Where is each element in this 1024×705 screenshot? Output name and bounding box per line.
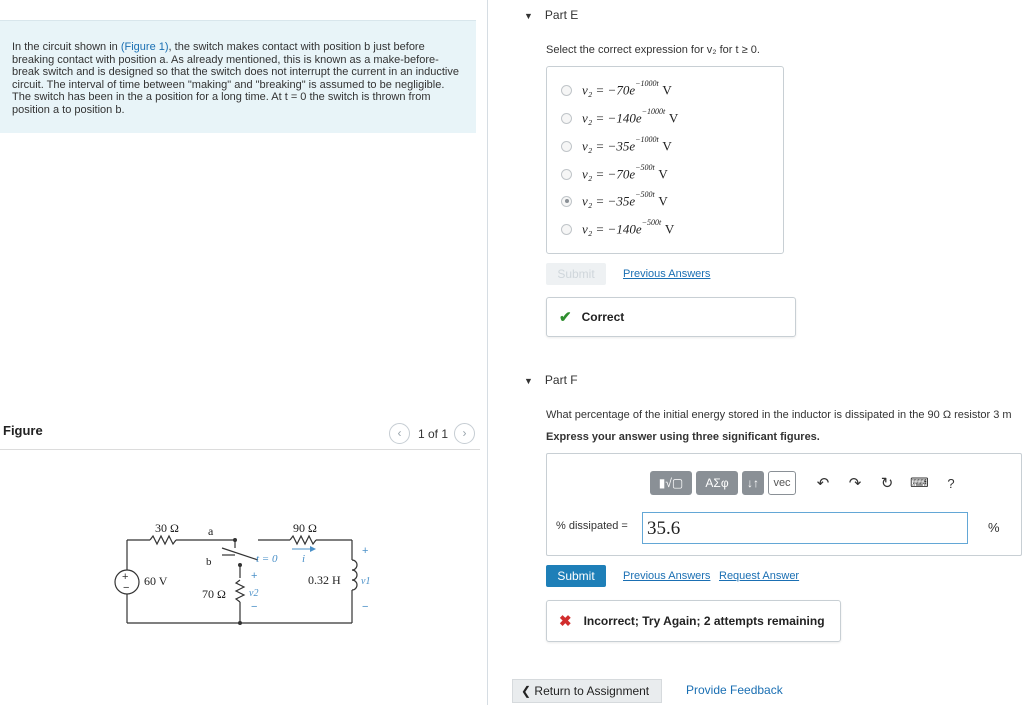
radio-button[interactable]	[561, 224, 572, 235]
return-label: Return to Assignment	[534, 684, 650, 698]
r1-label: 30 Ω	[155, 521, 179, 535]
collapse-triangle-icon: ▼	[524, 11, 533, 21]
chevron-left-icon: ❮	[521, 684, 532, 698]
v1-minus: −	[362, 601, 369, 613]
request-answer-link[interactable]: Request Answer	[719, 570, 800, 582]
node-b-label: b	[206, 556, 212, 568]
choice-option[interactable]	[561, 217, 675, 238]
choices-box	[546, 66, 784, 254]
correct-feedback	[546, 297, 796, 337]
next-figure-button[interactable]	[454, 423, 475, 444]
node-a-label: a	[208, 524, 214, 538]
incorrect-text: Incorrect; Try Again; 2 attempts remaining	[583, 614, 825, 628]
choice-option-selected[interactable]	[561, 189, 668, 210]
part-f-instruction: Express your answer using three significant figures.	[546, 431, 820, 443]
choice-expression: $v_2 = -70e^{-500t}$ V	[582, 162, 668, 182]
collapse-triangle-icon: ▼	[524, 376, 533, 386]
incorrect-feedback	[546, 600, 841, 642]
choice-expression: $v_2 = -140e^{-500t}$ V	[582, 217, 675, 237]
circuit-diagram	[100, 510, 390, 635]
radio-button[interactable]	[561, 169, 572, 180]
problem-statement	[0, 20, 476, 133]
part-f-label: Part F	[544, 373, 578, 387]
chevron-left-icon: ‹	[397, 426, 402, 440]
v1-label: v1	[361, 576, 371, 587]
choice-expression: $v_2 = -70e^{-1000t}$ V	[582, 78, 672, 98]
radio-button[interactable]	[561, 113, 572, 124]
dissipated-label: % dissipated =	[556, 520, 628, 532]
part-f-submit-button[interactable]: Submit	[546, 565, 606, 587]
dissipated-input[interactable]: 35.6	[642, 512, 968, 544]
part-e-submit-button[interactable]: Submit	[546, 263, 606, 285]
problem-text-before: In the circuit shown in	[12, 41, 121, 53]
keyboard-icon[interactable]: ⌨	[910, 475, 929, 490]
inductor-label: 0.32 H	[308, 573, 341, 587]
part-e-label: Part E	[544, 8, 579, 22]
problem-text-after: , the switch makes contact with position b just before breaking contact with position a. As already mentioned, this is known as a make-before-break switch and is designed so that the switch does not interrupt the current in an inductive circuit. The interval of time between "making" and "breaking" is assumed to be negligible. The switch has been in the a position for a long time. At t = 0 the switch is thrown from position a to position b.	[12, 41, 459, 116]
choice-option[interactable]	[561, 78, 672, 99]
undo-icon[interactable]: ↶	[816, 475, 830, 492]
v2-label: v2	[249, 588, 259, 599]
choice-option[interactable]	[561, 134, 672, 155]
return-to-assignment-button[interactable]	[512, 679, 662, 703]
x-mark-icon: ✖	[559, 613, 572, 630]
prev-figure-button[interactable]	[389, 423, 410, 444]
help-button[interactable]: ?	[947, 475, 955, 491]
choice-option[interactable]	[561, 106, 679, 127]
radio-button-selected[interactable]	[561, 196, 572, 207]
v1-plus: +	[362, 545, 369, 557]
source-label: 60 V	[144, 574, 168, 588]
part-f-header[interactable]	[524, 373, 578, 387]
current-label: i	[302, 553, 306, 565]
figure-pager: 1 of 1	[418, 427, 449, 441]
part-e-header[interactable]	[524, 8, 578, 22]
v2-minus: −	[251, 601, 258, 613]
correct-text: Correct	[581, 310, 625, 324]
chevron-right-icon: ›	[462, 426, 467, 440]
redo-icon[interactable]: ↷	[848, 475, 862, 492]
templates-button[interactable]: ▮√▢	[650, 471, 692, 495]
part-e-previous-answers-link[interactable]: Previous Answers	[623, 268, 711, 280]
part-f-prompt: What percentage of the initial energy stored in the inductor is dissipated in the 90 Ω resistor 3 m	[546, 409, 1012, 421]
provide-feedback-link[interactable]: Provide Feedback	[686, 683, 783, 697]
switch-time-label: t = 0	[256, 553, 278, 565]
radio-button[interactable]	[561, 141, 572, 152]
unit-label: %	[988, 520, 1000, 535]
vector-button[interactable]: vec	[768, 471, 796, 495]
part-f-previous-answers-link[interactable]: Previous Answers	[623, 570, 711, 582]
choice-expression: $v_2 = -140e^{-1000t}$ V	[582, 106, 679, 126]
reset-icon[interactable]: ↻	[880, 475, 894, 492]
math-toolbar	[650, 470, 974, 496]
choice-option[interactable]	[561, 162, 668, 183]
greek-symbols-button[interactable]: ΑΣφ	[696, 471, 738, 495]
radio-button[interactable]	[561, 85, 572, 96]
source-plus: +	[122, 571, 129, 583]
arrows-button[interactable]: ↓↑	[742, 471, 764, 495]
figure-divider	[0, 449, 480, 450]
checkmark-icon: ✔	[559, 309, 572, 326]
figure-title: Figure	[3, 423, 43, 438]
r3-label: 70 Ω	[202, 587, 226, 601]
figure-link[interactable]: (Figure 1)	[120, 41, 169, 53]
r2-label: 90 Ω	[293, 521, 317, 535]
left-pane	[0, 0, 488, 705]
choice-expression: $v_2 = -35e^{-1000t}$ V	[582, 134, 672, 154]
part-e-prompt: Select the correct expression for v₂ for t ≥ 0.	[546, 44, 760, 56]
source-minus: −	[123, 582, 130, 594]
v2-plus: +	[251, 570, 258, 582]
choice-expression: $v_2 = -35e^{-500t}$ V	[582, 189, 668, 209]
